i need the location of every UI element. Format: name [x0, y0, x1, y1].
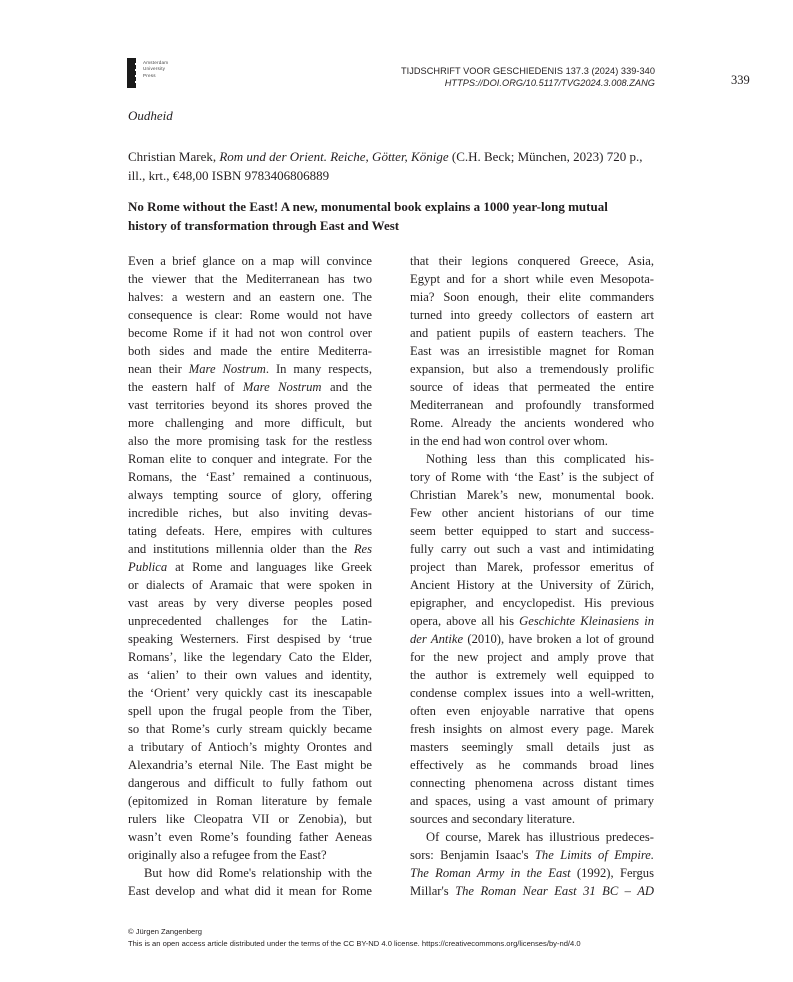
text-line: Few other ancient historians of our time — [410, 506, 654, 520]
text-line: the author is extremely well equipped to — [410, 668, 654, 682]
italic-title: Mare Nostrum — [188, 362, 266, 376]
text-line: as ‘alien’ to their own values and identity, — [128, 668, 372, 682]
text-line: seem better equipped to start and success- — [410, 524, 654, 538]
text-line: Alexandria’s eternal Nile. The East might be — [128, 758, 372, 772]
italic-title: The Roman Near East 31 BC – AD — [455, 884, 654, 898]
headline-line: history of transformation through East and West — [128, 217, 400, 233]
text-line: or dialects of Aramaic that were spoken in — [128, 578, 372, 592]
text-line: both sides and made the entire Mediterra- — [128, 344, 372, 358]
text-line: more challenging and more difficult, but — [128, 416, 372, 430]
book-details-2: ill., krt., €48,00 ISBN 9783406806889 — [128, 167, 330, 183]
publisher-line: Amsterdam — [143, 60, 169, 65]
text-line: Christian Marek’s new, monumental book. — [410, 488, 654, 502]
text-line: Romans’, like the legendary Cato the Elder, — [128, 650, 372, 664]
text-line: tory of Rome with ‘the East’ is the subject of — [410, 470, 654, 484]
text-line: But how did Rome's relationship with the — [144, 866, 372, 880]
text-line: halves: a western and an eastern one. The — [128, 290, 372, 304]
text-run: sors: Benjamin Isaac's — [410, 848, 535, 862]
text-run: and institutions millennia older than the — [128, 542, 354, 556]
text-line — [410, 864, 654, 882]
text-line: fresh insights on almost every page. Marek — [410, 722, 654, 736]
text-line: Even a brief glance on a map will convince — [128, 254, 372, 268]
text-line: dangerous and difficult to fully fathom out — [128, 776, 372, 790]
text-run: opera, above all his — [410, 614, 520, 628]
text-line: the ‘Orient’ very quickly cast its inescapable — [128, 686, 372, 700]
italic-title: The Roman Army in the East — [410, 866, 571, 880]
page-footer — [128, 926, 581, 950]
text-line: wasn’t even Rome’s founding father Aeneas — [128, 830, 372, 844]
text-line: a tributary of Antioch’s mighty Orontes and — [128, 740, 372, 754]
copyright-notice: © Jürgen Zangenberg — [128, 927, 202, 936]
text-line: tating defeats. Here, empires with cultures — [128, 524, 372, 538]
italic-title: Res — [353, 542, 372, 556]
text-line: so that Rome’s curly stream quickly became — [128, 722, 372, 736]
text-run: (1992), Fergus — [570, 866, 654, 880]
text-line: that their legions conquered Greece, Asia, — [410, 254, 654, 268]
text-line: Egypt and for a short while even Mesopota- — [410, 272, 654, 286]
review-headline — [128, 198, 668, 235]
text-run: Millar's — [410, 884, 456, 898]
page-number: 339 — [731, 73, 750, 87]
text-line: project than Marek, professor emeritus of — [410, 560, 654, 574]
publisher-line: Press — [143, 72, 156, 78]
text-line: (epitomized in Roman literature by female — [128, 794, 372, 808]
text-line: Of course, Marek has illustrious predeces- — [426, 830, 654, 844]
text-line: become Rome if it had not won control over — [128, 326, 372, 340]
book-details: (C.H. Beck; München, 2023) 720 p., — [448, 149, 643, 164]
text-line: always tempting source of glory, offering — [128, 488, 372, 502]
text-line: expansion, but also a tremendously prolific — [410, 362, 654, 376]
journal-header — [401, 65, 655, 89]
text-line: source of ideas that permeated the entire — [410, 380, 654, 394]
text-line: and patient pupils of eastern teachers. The — [410, 326, 654, 340]
text-run: . In many respects, — [265, 362, 372, 376]
text-run: at Rome and languages like Greek — [167, 560, 372, 574]
text-line: turned into greedy collectors of eastern art — [410, 308, 654, 322]
license-notice: This is an open access article distributed under the terms of the CC BY-ND 4.0 license. https://creativecommons.org/licenses/by-nd/4.0 — [128, 939, 581, 948]
text-line: Nothing less than this complicated his- — [426, 452, 654, 466]
text-line: fully carry out such a vast and intimidating — [410, 542, 654, 556]
italic-title: Publica — [128, 560, 168, 574]
text-line: Roman elite to conquer and integrate. For the — [128, 452, 372, 466]
headline-line: No Rome without the East! A new, monumental book explains a 1000 year-long mutual — [128, 199, 608, 214]
text-line: sources and secondary literature. — [410, 812, 576, 826]
text-line: the viewer that the Mediterranean has two — [128, 272, 372, 286]
text-line: in the end had won control over whom. — [410, 434, 608, 448]
text-line: East was an irresistible magnet for Roman — [410, 344, 654, 358]
text-line: originally also a refugee from the East? — [128, 848, 327, 862]
text-line: mia? Soon enough, their elite commanders — [410, 290, 654, 304]
text-line: unprecedented challenges for the Latin- — [128, 614, 372, 628]
italic-title: The Limits of Empire. — [534, 848, 654, 862]
section-heading: Oudheid — [128, 108, 173, 123]
text-line: connecting phenomena across distant times — [410, 776, 654, 790]
text-line — [128, 360, 372, 378]
publisher-line: University — [143, 66, 166, 72]
book-author: Christian Marek, — [128, 149, 220, 164]
body-column-right — [410, 252, 654, 900]
text-line: incredible riches, but also inviting devas- — [128, 506, 372, 520]
text-line: rulers like Cleopatra VII or Zenobia), but — [128, 812, 372, 826]
text-line — [410, 630, 654, 648]
italic-title: der Antike — [410, 632, 464, 646]
text-run: (2010), have broken a lot of ground — [463, 632, 654, 646]
publisher-logo — [127, 58, 167, 90]
text-run: the eastern half of — [128, 380, 243, 394]
body-column-left — [128, 252, 372, 900]
journal-citation: TIJDSCHRIFT VOOR GESCHIEDENIS 137.3 (2024) 339-340 — [400, 66, 655, 76]
text-line: effectively as he commands broad lines — [410, 758, 654, 772]
text-line: Ancient History at the University of Zürich, — [410, 578, 654, 592]
text-line — [128, 378, 372, 396]
text-line: spell upon the frugal people from the Tiber, — [128, 704, 372, 718]
book-title: Rom und der Orient. Reiche, Götter, Könige — [219, 149, 449, 164]
text-line: also the more promising task for the restless — [128, 434, 372, 448]
text-line: speaking Westerners. First despised by ‘true — [128, 632, 372, 646]
text-line: Mediterranean and profoundly transformed — [410, 398, 654, 412]
text-line: Romans, the ‘East’ remained a continuous, — [128, 470, 372, 484]
text-run: and the — [321, 380, 372, 394]
italic-title: Mare Nostrum — [242, 380, 322, 394]
text-line: consequence is clear: Rome would not have — [128, 308, 372, 322]
doi-link[interactable]: HTTPS://DOI.ORG/10.5117/TVG2024.3.008.ZANG — [444, 78, 655, 88]
publisher-name — [143, 60, 168, 79]
book-citation — [128, 148, 668, 185]
text-line: for the new project and amply prove that — [410, 650, 654, 664]
text-run: nean their — [128, 362, 189, 376]
text-line: often even enjoyable narrative that opens — [410, 704, 654, 718]
text-line: condense complex issues into a well-written, — [410, 686, 654, 700]
text-line — [128, 540, 372, 558]
text-line: vast territories beyond its shores proved the — [128, 398, 372, 412]
text-line: and spaces, using a vast amount of primary — [410, 794, 654, 808]
text-line: Rome. Already the ancients wondered who — [410, 416, 654, 430]
text-line: epigrapher, and encyclopedist. His previous — [410, 596, 654, 610]
text-line — [128, 558, 372, 576]
text-line — [410, 612, 654, 630]
text-line: masters seemingly small details just as — [410, 740, 654, 754]
text-line — [410, 882, 654, 900]
italic-title: Geschichte Kleinasiens in — [519, 614, 654, 628]
text-line: East develop and what did it mean for Rome — [128, 884, 372, 898]
text-line — [410, 846, 654, 864]
text-line: vast areas by very diverse peoples posed — [128, 596, 372, 610]
